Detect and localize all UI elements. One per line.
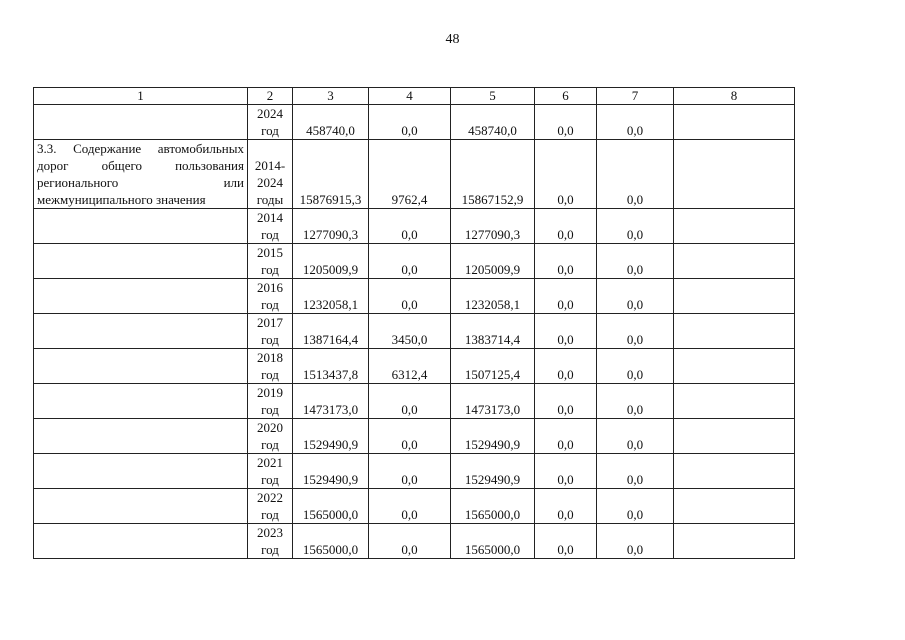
period-line: 2021 [257, 455, 283, 470]
row-period [248, 524, 293, 559]
cell-c8 [674, 349, 795, 384]
row-description [34, 349, 248, 384]
cell-c7: 0,0 [597, 454, 674, 489]
row-description [34, 489, 248, 524]
cell-c8 [674, 244, 795, 279]
period-line: год [261, 542, 279, 557]
cell-c6: 0,0 [535, 105, 597, 140]
row-period [248, 419, 293, 454]
period-line: год [261, 402, 279, 417]
period-line: 2019 [257, 385, 283, 400]
row-period [248, 209, 293, 244]
period-line: 2024 [257, 106, 283, 121]
cell-c5: 1565000,0 [451, 524, 535, 559]
column-header: 2 [248, 88, 293, 105]
cell-c3: 1473173,0 [293, 384, 369, 419]
period-line: 2014 [257, 210, 283, 225]
cell-c6: 0,0 [535, 524, 597, 559]
table-row [34, 524, 795, 559]
cell-c8 [674, 314, 795, 349]
cell-c7: 0,0 [597, 419, 674, 454]
period-line: 2015 [257, 245, 283, 260]
row-period [248, 489, 293, 524]
table-row [34, 384, 795, 419]
cell-c4: 0,0 [369, 489, 451, 524]
row-description [34, 209, 248, 244]
row-description [34, 419, 248, 454]
cell-c3: 1513437,8 [293, 349, 369, 384]
cell-c5: 1205009,9 [451, 244, 535, 279]
cell-c5: 15867152,9 [451, 140, 535, 209]
row-description [34, 384, 248, 419]
period-line: год [261, 332, 279, 347]
cell-c4: 0,0 [369, 454, 451, 489]
row-description [34, 279, 248, 314]
cell-c3: 1205009,9 [293, 244, 369, 279]
cell-c3: 1387164,4 [293, 314, 369, 349]
period-line: год [261, 262, 279, 277]
row-period [248, 349, 293, 384]
period-line: 2022 [257, 490, 283, 505]
cell-c4: 0,0 [369, 105, 451, 140]
row-description [34, 524, 248, 559]
period-line: 2023 [257, 525, 283, 540]
column-header: 1 [34, 88, 248, 105]
period-line: годы [256, 192, 284, 207]
cell-c3: 1529490,9 [293, 419, 369, 454]
period-line: год [261, 367, 279, 382]
row-description [34, 454, 248, 489]
row-period [248, 105, 293, 140]
period-line: 2020 [257, 420, 283, 435]
cell-c7: 0,0 [597, 209, 674, 244]
cell-c3: 458740,0 [293, 105, 369, 140]
table-row [34, 349, 795, 384]
cell-c4: 0,0 [369, 384, 451, 419]
cell-c6: 0,0 [535, 349, 597, 384]
cell-c6: 0,0 [535, 314, 597, 349]
cell-c7: 0,0 [597, 140, 674, 209]
cell-c6: 0,0 [535, 454, 597, 489]
cell-c6: 0,0 [535, 419, 597, 454]
cell-c6: 0,0 [535, 140, 597, 209]
budget-table [33, 87, 795, 559]
cell-c5: 1232058,1 [451, 279, 535, 314]
cell-c5: 1383714,4 [451, 314, 535, 349]
row-description [34, 244, 248, 279]
column-header: 4 [369, 88, 451, 105]
cell-c4: 6312,4 [369, 349, 451, 384]
cell-c8 [674, 524, 795, 559]
cell-c8 [674, 384, 795, 419]
table-row [34, 314, 795, 349]
column-header: 8 [674, 88, 795, 105]
cell-c7: 0,0 [597, 384, 674, 419]
period-line: 2024 [257, 175, 283, 190]
cell-c5: 1529490,9 [451, 419, 535, 454]
cell-c3: 1565000,0 [293, 524, 369, 559]
cell-c3: 1529490,9 [293, 454, 369, 489]
row-period [248, 314, 293, 349]
cell-c3: 1565000,0 [293, 489, 369, 524]
cell-c8 [674, 419, 795, 454]
cell-c8 [674, 140, 795, 209]
cell-c7: 0,0 [597, 489, 674, 524]
table-row [34, 244, 795, 279]
cell-c7: 0,0 [597, 244, 674, 279]
cell-c6: 0,0 [535, 279, 597, 314]
cell-c7: 0,0 [597, 314, 674, 349]
cell-c5: 458740,0 [451, 105, 535, 140]
period-line: 2014- [254, 158, 286, 173]
period-line: 2016 [257, 280, 283, 295]
cell-c5: 1277090,3 [451, 209, 535, 244]
table-row [34, 489, 795, 524]
period-line: 2017 [257, 315, 283, 330]
table-row [34, 454, 795, 489]
row-description [34, 314, 248, 349]
column-header: 3 [293, 88, 369, 105]
period-line: год [261, 437, 279, 452]
cell-c4: 0,0 [369, 244, 451, 279]
column-header: 7 [597, 88, 674, 105]
cell-c8 [674, 454, 795, 489]
table-row [34, 419, 795, 454]
cell-c6: 0,0 [535, 489, 597, 524]
cell-c8 [674, 105, 795, 140]
cell-c8 [674, 489, 795, 524]
period-line: год [261, 123, 279, 138]
row-description: 3.3. Содержание автомобильных дорог общего пользования регионального или межмуниципального значения [34, 140, 248, 209]
cell-c7: 0,0 [597, 279, 674, 314]
table-row [34, 140, 795, 209]
cell-c8 [674, 279, 795, 314]
row-period [248, 244, 293, 279]
cell-c8 [674, 209, 795, 244]
cell-c6: 0,0 [535, 384, 597, 419]
table-row [34, 105, 795, 140]
cell-c3: 1232058,1 [293, 279, 369, 314]
cell-c5: 1473173,0 [451, 384, 535, 419]
cell-c7: 0,0 [597, 524, 674, 559]
cell-c4: 9762,4 [369, 140, 451, 209]
cell-c6: 0,0 [535, 244, 597, 279]
table-row [34, 209, 795, 244]
cell-c3: 15876915,3 [293, 140, 369, 209]
page-number: 48 [445, 32, 460, 47]
period-line: год [261, 472, 279, 487]
row-period [248, 454, 293, 489]
row-period [248, 384, 293, 419]
cell-c5: 1565000,0 [451, 489, 535, 524]
period-line: год [261, 507, 279, 522]
period-line: 2018 [257, 350, 283, 365]
row-description [34, 105, 248, 140]
row-period [248, 279, 293, 314]
cell-c7: 0,0 [597, 349, 674, 384]
column-header: 6 [535, 88, 597, 105]
period-line: год [261, 227, 279, 242]
row-period [248, 140, 293, 209]
cell-c5: 1529490,9 [451, 454, 535, 489]
cell-c3: 1277090,3 [293, 209, 369, 244]
cell-c4: 3450,0 [369, 314, 451, 349]
cell-c4: 0,0 [369, 524, 451, 559]
table-row [34, 279, 795, 314]
cell-c5: 1507125,4 [451, 349, 535, 384]
period-line: год [261, 297, 279, 312]
cell-c6: 0,0 [535, 209, 597, 244]
cell-c4: 0,0 [369, 209, 451, 244]
cell-c4: 0,0 [369, 419, 451, 454]
table-header-row [34, 88, 795, 105]
cell-c4: 0,0 [369, 279, 451, 314]
cell-c7: 0,0 [597, 105, 674, 140]
column-header: 5 [451, 88, 535, 105]
